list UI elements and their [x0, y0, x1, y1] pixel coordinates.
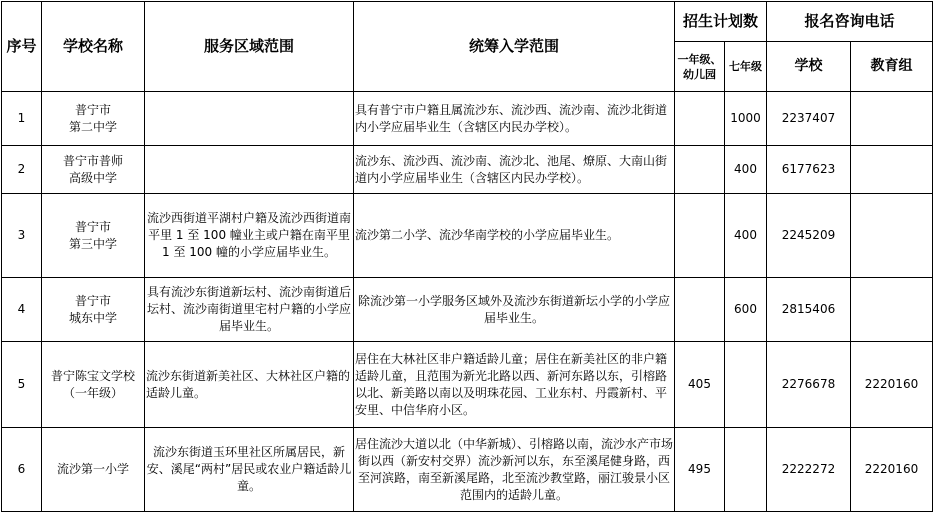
row-phone-edu	[851, 278, 933, 342]
school-name-line: 城东中学	[68, 310, 117, 325]
row-grade1-plan	[675, 146, 725, 194]
header-grade7: 七年级	[725, 42, 767, 92]
enrollment-table	[1, 1, 933, 512]
school-name-line: 普宁市	[74, 102, 111, 117]
row-grade1-plan	[675, 278, 725, 342]
row-service-area	[145, 92, 354, 146]
header-service-area: 服务区域范围	[145, 2, 354, 92]
row-grade7-plan: 1000	[725, 92, 767, 146]
row-phone-edu	[851, 194, 933, 278]
row-index: 6	[2, 428, 42, 512]
school-name-line: 普宁市	[74, 293, 111, 308]
row-overall-area: 除流沙第一小学服务区域外及流沙东街道新坛小学的小学应届毕业生。	[354, 278, 675, 342]
row-phone-edu: 2220160	[851, 342, 933, 428]
row-phone-school: 2245209	[767, 194, 851, 278]
row-index: 3	[2, 194, 42, 278]
row-school	[42, 146, 145, 194]
row-grade7-plan	[725, 428, 767, 512]
row-phone-school: 2276678	[767, 342, 851, 428]
row-phone-school: 2222272	[767, 428, 851, 512]
row-phone-edu	[851, 92, 933, 146]
header-index: 序号	[2, 2, 42, 92]
row-phone-edu	[851, 146, 933, 194]
row-service-area: 具有流沙东街道新坛村、流沙南街道后坛村、流沙南街道里宅村户籍的小学应届毕业生。	[145, 278, 354, 342]
school-name-line: 普宁市普师	[62, 153, 123, 168]
header-grade1-line2: 幼儿园	[683, 67, 716, 81]
table-row	[2, 428, 933, 512]
row-phone-school: 2815406	[767, 278, 851, 342]
row-grade1-plan: 405	[675, 342, 725, 428]
school-name-line: 普宁陈宝文学校	[50, 368, 135, 383]
row-service-area: 流沙东街道新美社区、大林社区户籍的适龄儿童。	[145, 342, 354, 428]
row-school	[42, 92, 145, 146]
row-grade7-plan: 400	[725, 146, 767, 194]
school-name-line: 普宁市	[74, 219, 111, 234]
row-phone-edu: 2220160	[851, 428, 933, 512]
table-row	[2, 194, 933, 278]
row-school	[42, 342, 145, 428]
row-school	[42, 278, 145, 342]
row-grade1-plan	[675, 194, 725, 278]
row-overall-area: 流沙东、流沙西、流沙南、流沙北、池尾、燎原、大南山街道内小学应届毕业生（含辖区内民办学校）。	[354, 146, 675, 194]
row-grade7-plan: 600	[725, 278, 767, 342]
header-phone-school: 学校	[767, 42, 851, 92]
row-grade7-plan	[725, 342, 767, 428]
header-overall-area: 统筹入学范围	[354, 2, 675, 92]
table-row	[2, 146, 933, 194]
row-index: 2	[2, 146, 42, 194]
row-overall-area: 居住在大林社区非户籍适龄儿童；居住在新美社区的非户籍适龄儿童，且范围为新光北路以西、新河东路以东，引榕路以北、新美路以南以及明珠花园、工业东村、丹霞新村、平安里、中信华府小区。	[354, 342, 675, 428]
row-index: 1	[2, 92, 42, 146]
row-service-area: 流沙西街道平湖村户籍及流沙西街道南平里 1 至 100 幢业主或户籍在南平里 1 至 100 幢的小学应届毕业生。	[145, 194, 354, 278]
row-overall-area: 具有普宁市户籍且属流沙东、流沙西、流沙南、流沙北街道内小学应届毕业生（含辖区内民办学校）。	[354, 92, 675, 146]
school-name-line: （一年级）	[62, 385, 123, 400]
row-phone-school: 2237407	[767, 92, 851, 146]
header-phone-edu: 教育组	[851, 42, 933, 92]
row-school	[42, 428, 145, 512]
table-row	[2, 342, 933, 428]
header-enrollment-plan: 招生计划数	[675, 2, 767, 42]
school-name-line: 流沙第一小学	[56, 462, 129, 476]
row-overall-area: 居住流沙大道以北（中华新城）、引榕路以南，流沙水产市场街以西（新安村交界）流沙新河以东，东至溪尾健身路，西至河滨路，南至新溪尾路，北至流沙教堂路，丽江骏景小区范围内的适龄儿童。	[354, 428, 675, 512]
header-school: 学校名称	[42, 2, 145, 92]
school-name-line: 第二中学	[68, 119, 117, 134]
row-index: 4	[2, 278, 42, 342]
row-grade1-plan: 495	[675, 428, 725, 512]
row-grade7-plan: 400	[725, 194, 767, 278]
table-row	[2, 278, 933, 342]
school-name-line: 第三中学	[68, 236, 117, 251]
row-service-area: 流沙东街道玉环里社区所属居民，新安、溪尾“两村”居民或农业户籍适龄儿童。	[145, 428, 354, 512]
header-grade1-line1: 一年级、	[677, 52, 722, 66]
row-phone-school: 6177623	[767, 146, 851, 194]
row-service-area	[145, 146, 354, 194]
header-phone: 报名咨询电话	[767, 2, 933, 42]
row-grade1-plan	[675, 92, 725, 146]
table-row	[2, 92, 933, 146]
row-school	[42, 194, 145, 278]
row-overall-area: 流沙第二小学、流沙华南学校的小学应届毕业生。	[354, 194, 675, 278]
header-grade1-kindergarten	[675, 42, 725, 92]
school-name-line: 高级中学	[68, 170, 117, 185]
row-index: 5	[2, 342, 42, 428]
